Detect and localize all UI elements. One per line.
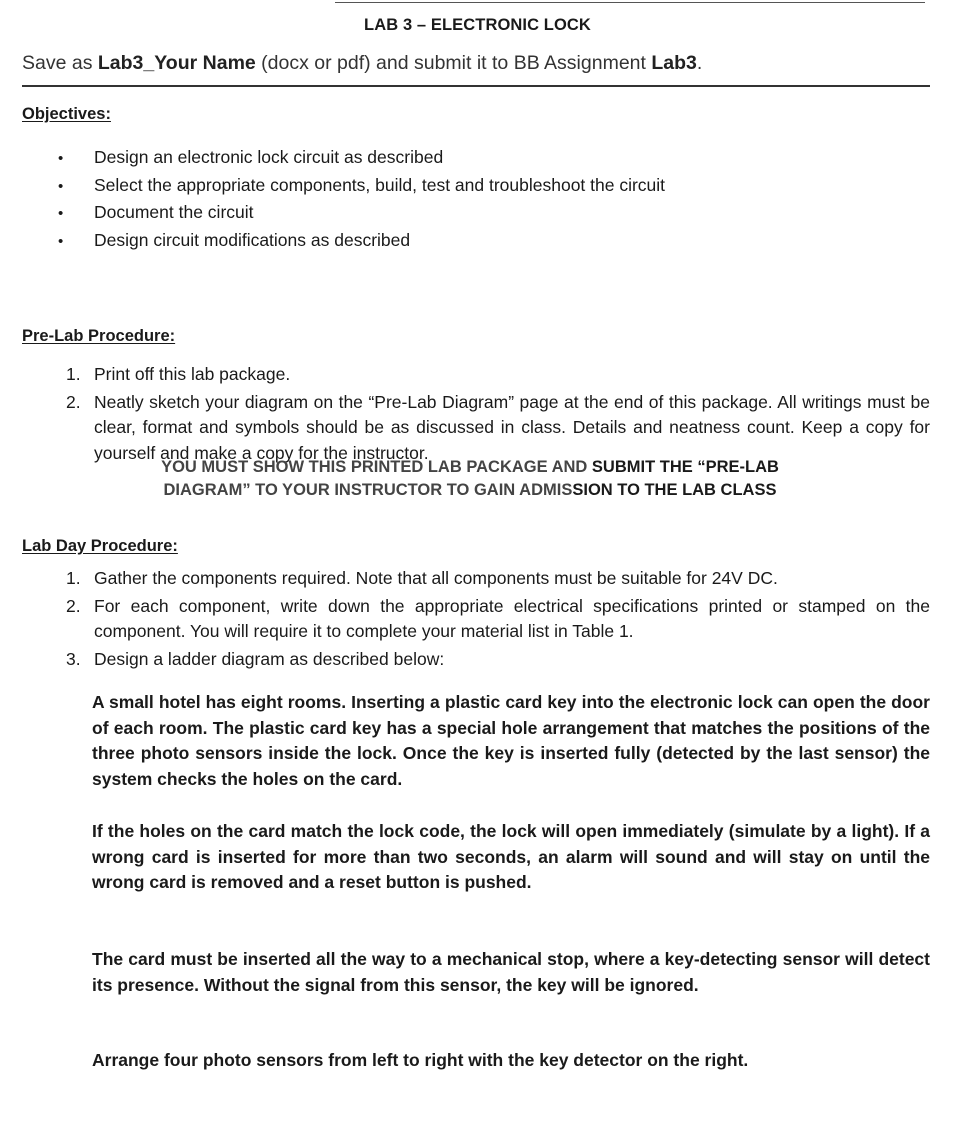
scenario-paragraph: Arrange four photo sensors from left to right with the key detector on the right. (92, 1050, 749, 1070)
objectives-list (58, 144, 665, 254)
list-item (66, 390, 930, 467)
instruction-text-3: . (696, 52, 703, 74)
scenario-paragraph: A small hotel has eight rooms. Inserting a plastic card key into the electronic lock can open the door of each room. The plastic card key has a special hole arrangement that matches the positions of the three photo sensors inside the lock. Once the key is inserted fully (detected by the last sensor) the system checks the holes on the card. (92, 692, 930, 790)
step-text: Print off this lab package. (94, 364, 291, 384)
step-text: Neatly sketch your diagram on the “Pre-Lab Diagram” page at the end of this package. All writings must be clear, format and symbols should be as discussed in class. Details and neatness count. Keep a copy for yourself and make a copy for the instructor. (94, 391, 930, 463)
objective-text: Document the circuit (94, 202, 254, 222)
instruction-text-2: (docx or pdf) and submit it to BB Assignment (255, 52, 652, 74)
notice-text: SUBMIT THE “PRE-LAB (591, 458, 779, 476)
labday-steps (66, 566, 930, 674)
bullet-icon: • (58, 177, 64, 195)
instruction-filename: Lab3_Your Name (97, 52, 256, 74)
step-number: 1. (66, 568, 81, 588)
list-item (66, 647, 930, 673)
notice-text: SION TO THE LAB CLASS (572, 481, 777, 499)
objectives-heading: Objectives: (22, 105, 111, 123)
notice-text: DIAGRAM” TO YOUR INSTRUCTOR TO GAIN ADMIS (163, 481, 573, 499)
labday-heading: Lab Day Procedure: (22, 537, 178, 555)
list-item (58, 227, 665, 255)
objective-text: Select the appropriate components, build, test and troubleshoot the circuit (94, 174, 666, 195)
bullet-icon: • (58, 205, 64, 222)
step-number: 3. (66, 648, 81, 669)
scenario-paragraph: If the holes on the card match the lock code, the lock will open immediately (simulate by a light). If a wrong card is inserted for more than two seconds, an alarm will sound and will stay on until the wrong card is removed and a reset button is pushed. (92, 821, 930, 893)
objective-text: Design an electronic lock circuit as described (94, 147, 444, 167)
bullet-icon: • (58, 232, 64, 250)
instruction-assignment: Lab3 (651, 52, 697, 74)
document-title: LAB 3 – ELECTRONIC LOCK (364, 16, 591, 34)
step-text: Design a ladder diagram as described below: (94, 648, 445, 669)
list-item (58, 172, 665, 200)
objective-text: Design circuit modifications as described (94, 229, 411, 250)
bullet-icon: • (58, 150, 64, 167)
instruction-divider (22, 85, 930, 87)
list-item (66, 594, 930, 645)
top-divider (335, 2, 925, 3)
list-item (66, 362, 930, 388)
step-text: Gather the components required. Note that all components must be suitable for 24V DC. (94, 568, 778, 588)
instruction-text-1: Save as (22, 52, 98, 74)
notice-line-1 (90, 456, 850, 479)
prelab-heading: Pre-Lab Procedure: (22, 327, 176, 345)
list-item (58, 144, 665, 172)
notice-line-2 (90, 479, 850, 502)
admission-notice (90, 456, 850, 502)
list-item (58, 199, 665, 227)
list-item (66, 566, 930, 592)
step-text: For each component, write down the appropriate electrical specifications printed or stamped on the component. You will require it to complete your material list in Table 1. (94, 595, 930, 641)
step-number: 2. (66, 391, 81, 412)
step-number: 1. (66, 364, 81, 384)
notice-text: YOU MUST SHOW THIS PRINTED LAB PACKAGE AND (161, 458, 592, 476)
prelab-steps (66, 362, 930, 468)
submission-instruction (22, 52, 932, 75)
step-number: 2. (66, 595, 81, 616)
scenario-paragraph: The card must be inserted all the way to a mechanical stop, where a key-detecting sensor will detect its presence. Without the signal from this sensor, the key will be ignored. (92, 949, 930, 995)
